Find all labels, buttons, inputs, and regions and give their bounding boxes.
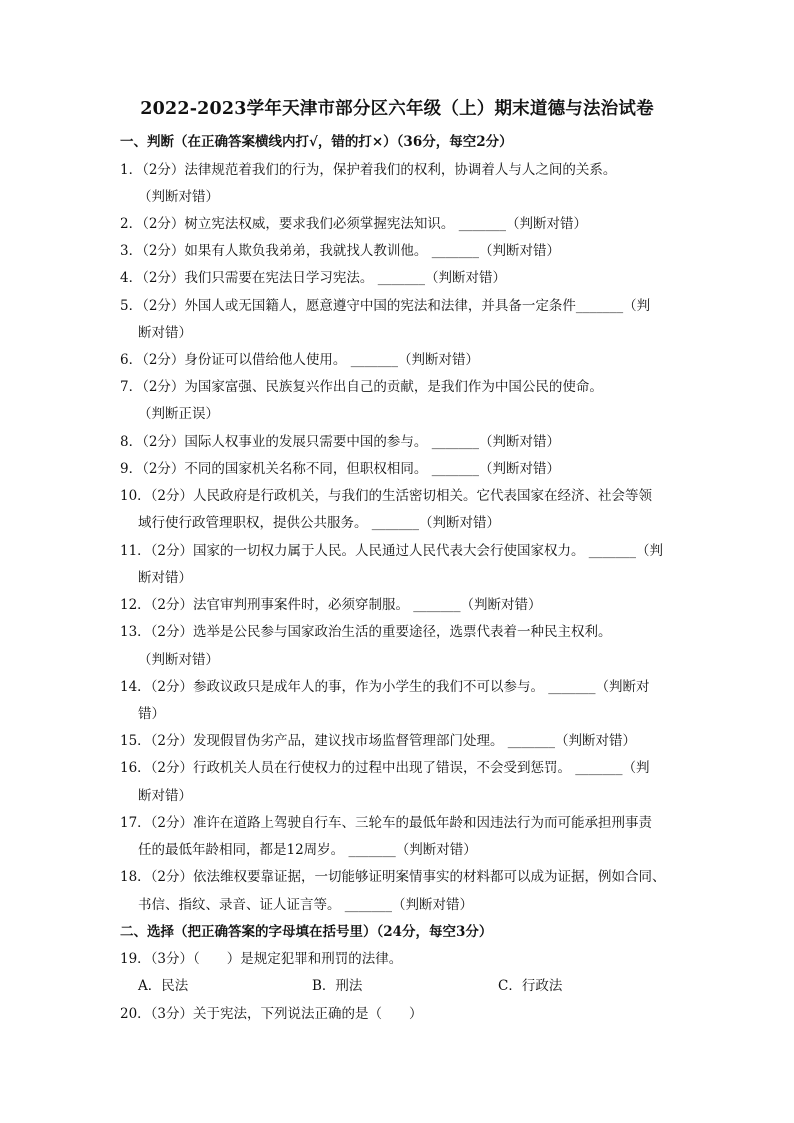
exam-title: 2022-2023学年天津市部分区六年级（上）期末道德与法治试卷	[140, 99, 654, 119]
question-11-line-1: 11．（2分）国家的一切权力属于人民。人民通过人民代表大会行使国家权力。 _______（判	[120, 543, 664, 559]
question-14-line-1: 14．（2分）参政议政只是成年人的事，作为小学生的我们不可以参与。 _______（判断对	[120, 679, 650, 695]
question-7-line-1: 7．（2分）为国家富强、民族复兴作出自己的贡献，是我们作为中国公民的使命。	[120, 379, 603, 395]
question-13-line-2: （判断对错）	[138, 652, 219, 668]
question-20: 20．（3分）关于宪法，下列说法正确的是（ ）	[120, 1006, 423, 1022]
section-2-heading: 二、选择（把正确答案的字母填在括号里）（24分，每空3分）	[120, 924, 493, 940]
question-7-line-2: （判断正误）	[138, 406, 219, 422]
question-16-line-2: 断对错）	[138, 788, 192, 804]
question-17-line-2: 任的最低年龄相同，都是12周岁。 _______（判断对错）	[138, 842, 477, 858]
question-2: 2．（2分）树立宪法权威，要求我们必须掌握宪法知识。 _______（判断对错）	[120, 216, 587, 232]
question-18-line-1: 18．（2分）依法维权要靠证据，一切能够证明案情事实的材料都可以成为证据，例如合同、	[120, 869, 666, 885]
option-c: C．行政法	[498, 978, 563, 994]
section-1-heading: 一、判断（在正确答案横线内打√，错的打×）（36分，每空2分）	[120, 134, 513, 150]
question-1-line-2: （判断对错）	[138, 189, 219, 205]
question-14-line-2: 错）	[138, 706, 165, 722]
question-5-line-1: 5．（2分）外国人或无国籍人，愿意遵守中国的宪法和法律，并具备一定条件_______（判	[120, 298, 651, 314]
question-10-line-2: 域行使行政管理职权，提供公共服务。 _______（判断对错）	[138, 515, 501, 531]
question-13-line-1: 13．（2分）选举是公民参与国家政治生活的重要途径，选票代表着一种民主权利。	[120, 624, 612, 640]
question-8: 8．（2分）国际人权事业的发展只需要中国的参与。 _______（判断对错）	[120, 434, 560, 450]
question-3: 3．（2分）如果有人欺负我弟弟，我就找人教训他。 _______（判断对错）	[120, 243, 560, 259]
question-12: 12．（2分）法官审判刑事案件时，必须穿制服。 _______（判断对错）	[120, 597, 542, 613]
option-a: A．民法	[138, 978, 189, 994]
question-15: 15．（2分）发现假冒伪劣产品，建议找市场监督管理部门处理。 _______（判断对错）	[120, 733, 637, 749]
question-1-line-1: 1．（2分）法律规范着我们的行为，保护着我们的权利，协调着人与人之间的关系。	[120, 162, 617, 178]
question-4: 4．（2分）我们只需要在宪法日学习宪法。 _______（判断对错）	[120, 270, 506, 286]
option-b: B．刑法	[312, 978, 363, 994]
question-6: 6．（2分）身份证可以借给他人使用。 _______（判断对错）	[120, 352, 479, 368]
question-18-line-2: 书信、指纹、录音、证人证言等。 _______（判断对错）	[138, 897, 474, 913]
question-17-line-1: 17．（2分）准许在道路上驾驶自行车、三轮车的最低年龄和因违法行为而可能承担刑事责	[120, 815, 653, 831]
question-19: 19．（3分）（ ）是规定犯罪和刑罚的法律。	[120, 951, 403, 967]
question-9: 9．（2分）不同的国家机关名称不同，但职权相同。 _______（判断对错）	[120, 461, 560, 477]
question-16-line-1: 16．（2分）行政机关人员在行使权力的过程中出现了错误，不会受到惩罚。 _______（判	[120, 760, 650, 776]
question-5-line-2: 断对错）	[138, 325, 192, 341]
question-10-line-1: 10．（2分）人民政府是行政机关，与我们的生活密切相关。它代表国家在经济、社会等领	[120, 488, 653, 504]
question-11-line-2: 断对错）	[138, 570, 192, 586]
